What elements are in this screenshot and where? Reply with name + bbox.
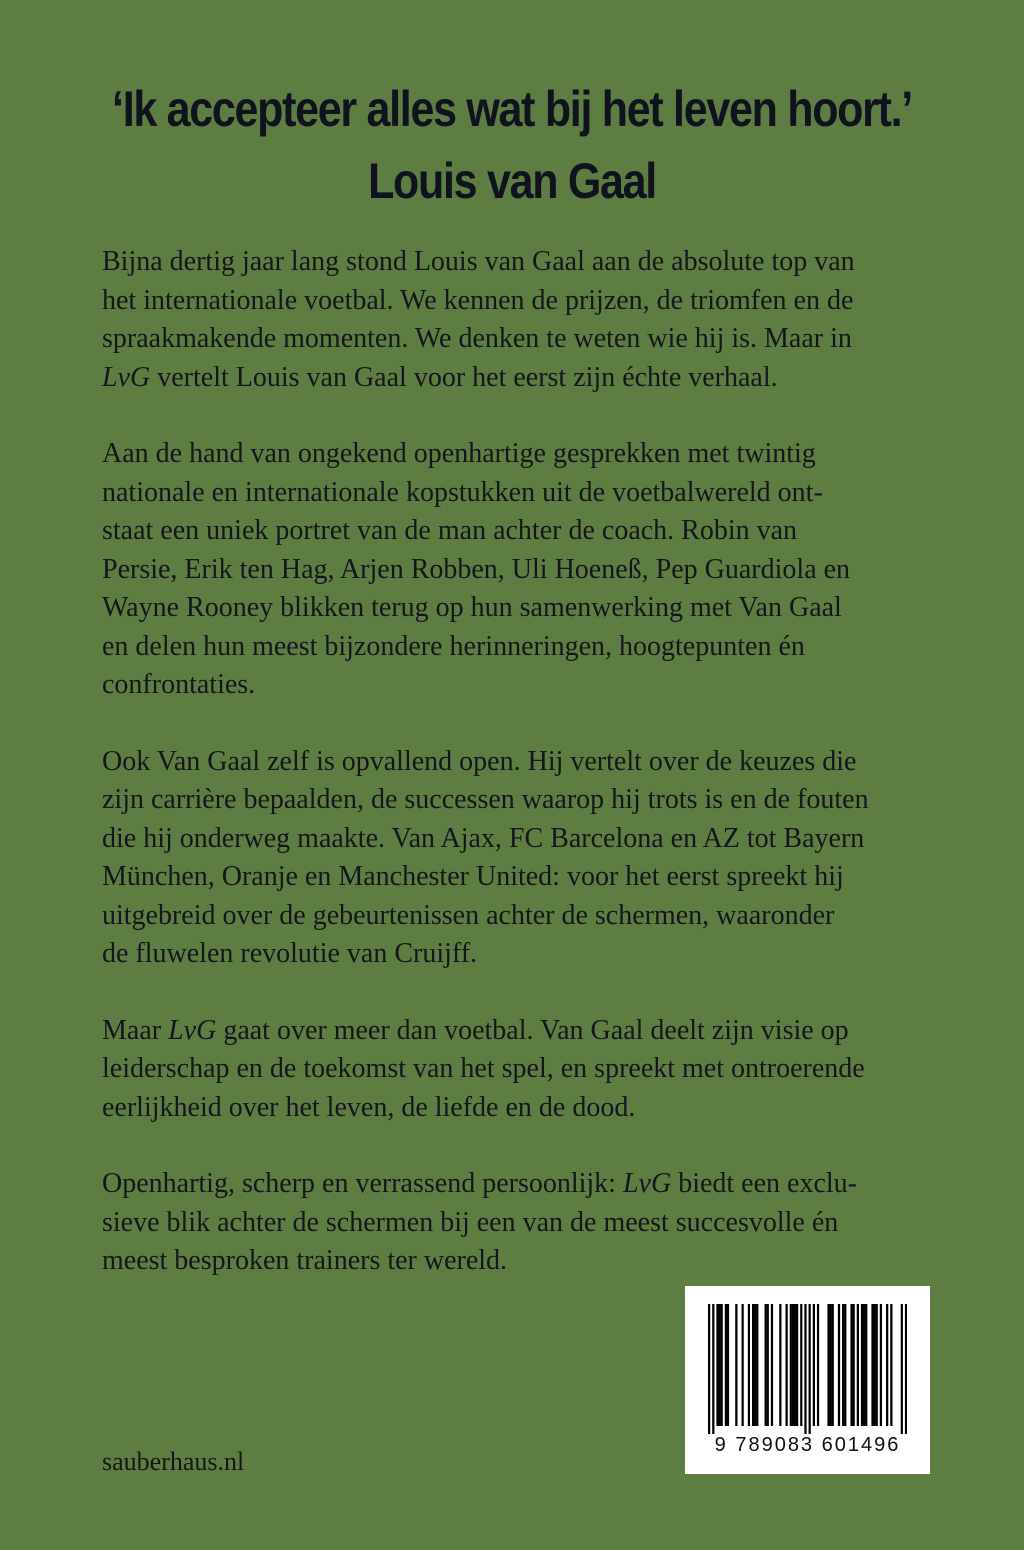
barcode-bar bbox=[727, 1304, 729, 1426]
text-line: en delen hun meest bijzondere herinneringen, hoogtepunten én bbox=[102, 630, 805, 662]
barcode-bar bbox=[865, 1304, 867, 1426]
barcode-bar bbox=[712, 1304, 714, 1434]
barcode-bar bbox=[794, 1304, 796, 1426]
text-line: Wayne Rooney blikken terug op hun samenwerking met Van Gaal bbox=[102, 592, 842, 623]
barcode-bar bbox=[861, 1304, 863, 1426]
barcode-bar bbox=[829, 1304, 831, 1426]
barcode-bar bbox=[767, 1304, 769, 1426]
blurb-paragraph-5 bbox=[102, 1165, 932, 1281]
text-line: vertelt Louis van Gaal voor het eerst zijn échte verhaal. bbox=[150, 361, 778, 393]
isbn-barcode bbox=[685, 1286, 930, 1474]
text-line: het internationale voetbal. We kennen de prijzen, de triomfen en de bbox=[102, 284, 854, 316]
barcode-bar bbox=[796, 1304, 798, 1426]
text-line: nationale en internationale kopstukken uit de voetbalwereld ont- bbox=[102, 476, 823, 508]
barcode-bar bbox=[842, 1304, 844, 1426]
text-line: die hij onderweg maakte. Van Ajax, FC Barcelona en AZ tot Bayern bbox=[102, 822, 865, 854]
barcode-bar bbox=[817, 1304, 819, 1426]
ean13-barcode-icon bbox=[708, 1304, 907, 1434]
barcode-bar bbox=[754, 1304, 756, 1426]
barcode-bar bbox=[742, 1304, 744, 1426]
barcode-bar bbox=[886, 1304, 888, 1426]
barcode-bar bbox=[827, 1304, 829, 1426]
text-line: Openhartig, scherp en verrassend persoonlijk: bbox=[102, 1168, 623, 1199]
barcode-bar bbox=[857, 1304, 859, 1426]
barcode-bar bbox=[748, 1304, 750, 1426]
barcode-bar bbox=[765, 1304, 767, 1426]
barcode-bar bbox=[813, 1304, 815, 1426]
text-line: uitgebreid over de gebeurtenissen achter de schermen, waaronder bbox=[102, 899, 835, 931]
text-line: sieve blik achter de schermen bij een van de meest succesvolle én bbox=[102, 1206, 839, 1238]
barcode-bar bbox=[790, 1304, 792, 1426]
text-line: biedt een exclu- bbox=[671, 1168, 857, 1199]
book-title-italic: LvG bbox=[622, 1168, 672, 1199]
text-line: zijn carrière bepaalden, de successen waarop hij trots is en de fouten bbox=[102, 784, 869, 815]
text-line: München, Oranje en Manchester United: voor het eerst spreekt hij bbox=[102, 861, 844, 892]
barcode-bar bbox=[756, 1304, 758, 1426]
barcode-bar bbox=[871, 1304, 873, 1426]
book-title-italic: LvG bbox=[168, 1014, 217, 1046]
barcode-bar bbox=[716, 1304, 718, 1426]
text-line: spraakmakende momenten. We denken te weten wie hij is. Maar in bbox=[102, 323, 852, 354]
publisher-url: sauberhaus.nl bbox=[102, 1447, 245, 1476]
blurb-paragraph-2 bbox=[102, 435, 932, 705]
barcode-bar bbox=[890, 1304, 892, 1426]
blurb-paragraph-4 bbox=[102, 1012, 932, 1128]
barcode-bar bbox=[838, 1304, 840, 1426]
book-title-italic: LvG bbox=[102, 361, 151, 393]
blurb bbox=[102, 243, 932, 1319]
barcode-bar bbox=[800, 1304, 802, 1426]
text-line: gaat over meer dan voetbal. Van Gaal deelt zijn visie op bbox=[216, 1014, 849, 1046]
barcode-bar bbox=[735, 1304, 737, 1426]
barcode-bar bbox=[721, 1304, 723, 1426]
barcode-bar bbox=[752, 1304, 754, 1426]
text-line: eerlijkheid over het leven, de liefde en de dood. bbox=[102, 1091, 636, 1123]
barcode-bar bbox=[809, 1304, 811, 1434]
barcode-bar bbox=[850, 1304, 852, 1426]
barcode-bar bbox=[804, 1304, 806, 1434]
headline bbox=[0, 78, 1024, 212]
barcode-bar bbox=[786, 1304, 788, 1426]
text-line: meest besproken trainers ter wereld. bbox=[102, 1245, 508, 1276]
blurb-paragraph-3 bbox=[102, 743, 932, 974]
text-line: de fluwelen revolutie van Cruijff. bbox=[102, 938, 478, 969]
barcode-bar bbox=[718, 1304, 720, 1426]
barcode-bar bbox=[844, 1304, 846, 1426]
text-line: Maar bbox=[102, 1014, 169, 1046]
barcode-bar bbox=[901, 1304, 903, 1434]
blurb-paragraph-1 bbox=[102, 243, 932, 397]
text-line: leiderschap en de toekomst van het spel, en spreekt met ontroerende bbox=[102, 1053, 865, 1084]
text-line: Ook Van Gaal zelf is opvallend open. Hij vertelt over de keuzes die bbox=[102, 745, 857, 777]
text-line: confrontaties. bbox=[102, 669, 256, 700]
barcode-bar bbox=[792, 1304, 794, 1426]
barcode-bar bbox=[876, 1304, 878, 1426]
barcode-bar bbox=[905, 1304, 907, 1434]
text-line: Aan de hand van ongekend openhartige gesprekken met twintig bbox=[102, 438, 816, 469]
barcode-bar bbox=[880, 1304, 882, 1426]
cover-quote: ‘Ik accepteer alles wat bij het leven hoort.’ bbox=[112, 81, 912, 137]
text-line: Bijna dertig jaar lang stond Louis van Gaal aan de absolute top van bbox=[102, 246, 855, 277]
barcode-bar bbox=[771, 1304, 773, 1426]
barcode-bar bbox=[725, 1304, 727, 1426]
barcode-bar bbox=[779, 1304, 781, 1426]
isbn-number: 9 789083 601496 bbox=[714, 1434, 901, 1456]
text-line: Persie, Erik ten Hag, Arjen Robben, Uli Hoeneß, Pep Guardiola en bbox=[102, 553, 851, 585]
barcode-bar bbox=[708, 1304, 710, 1434]
barcode-bar bbox=[863, 1304, 865, 1426]
quote-author: Louis van Gaal bbox=[368, 153, 656, 209]
barcode-bar bbox=[853, 1304, 855, 1426]
text-line: staat een uniek portret van de man achter de coach. Robin van bbox=[102, 515, 798, 546]
barcode-bar bbox=[832, 1304, 834, 1426]
barcode-bar bbox=[873, 1304, 875, 1426]
